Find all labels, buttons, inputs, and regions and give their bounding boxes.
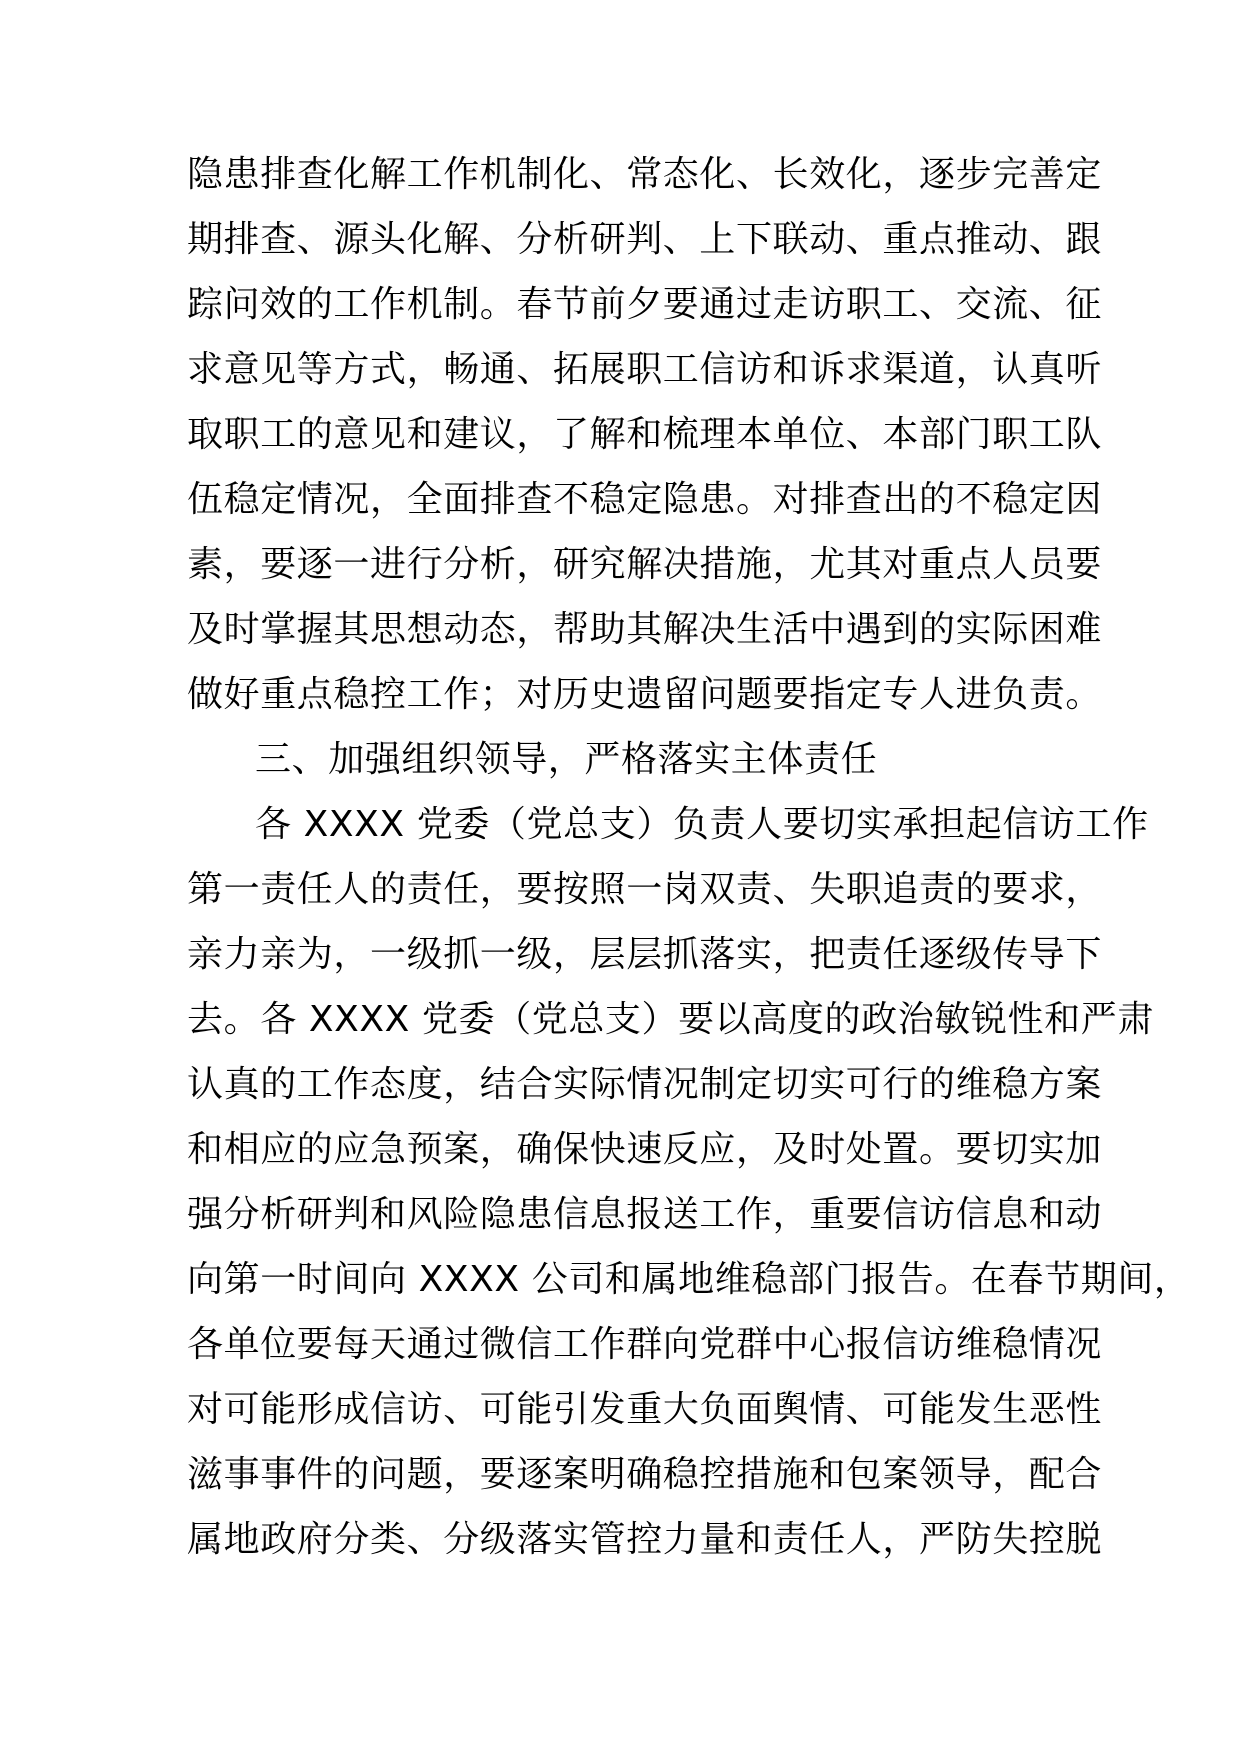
paragraph-first-line: 各 XXXX 党委（党总支）负责人要切实承担起信访工作 xyxy=(255,804,1149,845)
text-line: 滋事事件的问题，要逐案明确稳控措施和包案领导，配合 xyxy=(187,1454,1103,1495)
text-line: 亲力亲为，一级抓一级，层层抓落实，把责任逐级传导下 xyxy=(187,934,1103,975)
text-line: 和相应的应急预案，确保快速反应，及时处置。要切实加 xyxy=(187,1129,1103,1170)
text-line: 期排查、源头化解、分析研判、上下联动、重点推动、跟 xyxy=(187,219,1103,260)
text-line: 伍稳定情况，全面排查不稳定隐患。对排查出的不稳定因 xyxy=(187,479,1103,520)
text-line: 强分析研判和风险隐患信息报送工作，重要信访信息和动 xyxy=(187,1194,1103,1235)
text-line: 认真的工作态度，结合实际情况制定切实可行的维稳方案 xyxy=(187,1064,1103,1105)
text-line: 各单位要每天通过微信工作群向党群中心报信访维稳情况 xyxy=(187,1324,1103,1365)
text-line: 素，要逐一进行分析，研究解决措施，尤其对重点人员要 xyxy=(187,544,1103,585)
text-line: 第一责任人的责任，要按照一岗双责、失职追责的要求， xyxy=(187,869,1103,910)
text-line: 踪问效的工作机制。春节前夕要通过走访职工、交流、征 xyxy=(187,284,1103,325)
text-line: 取职工的意见和建议，了解和梳理本单位、本部门职工队 xyxy=(187,414,1103,455)
section-heading: 三、加强组织领导，严格落实主体责任 xyxy=(255,739,878,780)
text-line: 做好重点稳控工作；对历史遗留问题要指定专人进负责。 xyxy=(187,674,1103,715)
text-line: 向第一时间向 XXXX 公司和属地维稳部门报告。在春节期间， xyxy=(187,1259,1191,1300)
text-line: 隐患排查化解工作机制化、常态化、长效化，逐步完善定 xyxy=(187,154,1103,195)
text-line: 对可能形成信访、可能引发重大负面舆情、可能发生恶性 xyxy=(187,1389,1103,1430)
text-line: 及时掌握其思想动态，帮助其解决生活中遇到的实际困难 xyxy=(187,609,1103,650)
text-line: 属地政府分类、分级落实管控力量和责任人，严防失控脱 xyxy=(187,1519,1103,1560)
text-line: 去。各 XXXX 党委（党总支）要以高度的政治敏锐性和严肃 xyxy=(187,999,1154,1040)
text-line: 求意见等方式，畅通、拓展职工信访和诉求渠道，认真听 xyxy=(187,349,1103,390)
